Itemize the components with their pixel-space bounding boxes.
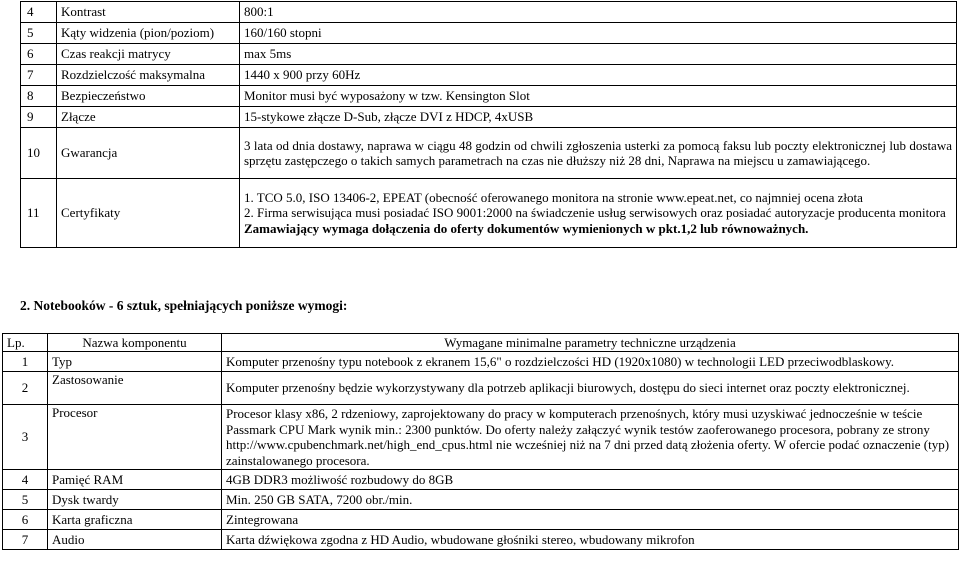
row-parameter-name: Czas reakcji matrycy bbox=[57, 44, 240, 65]
component-parameters: Zintegrowana bbox=[222, 510, 959, 530]
warranty-text: 3 lata od dnia dostawy, naprawa w ciągu 48 godzin od chwili zgłoszenia usterki za pomocą faksu lub poczty elektronicznej lub dostawa sprzętu zastępczego o takich samych parametrach na czas nie dłuższy niż 28 dni, Naprawa na miejscu u zamawiającego. bbox=[240, 128, 957, 179]
component-name: Typ bbox=[48, 352, 222, 372]
table-row bbox=[21, 2, 957, 23]
table-row bbox=[21, 86, 957, 107]
component-name: Karta graficzna bbox=[48, 510, 222, 530]
row-number: 7 bbox=[3, 530, 48, 550]
row-parameter-name: Kąty widzenia (pion/poziom) bbox=[57, 23, 240, 44]
row-number: 7 bbox=[21, 65, 57, 86]
certificate-requirement-note: Zamawiający wymaga dołączenia do oferty dokumentów wymienionych w pkt.1,2 lub równoważnych. bbox=[244, 220, 809, 236]
header-component-name: Nazwa komponentu bbox=[48, 334, 222, 352]
row-number: 4 bbox=[21, 2, 57, 23]
row-number: 8 bbox=[21, 86, 57, 107]
table-row bbox=[21, 23, 957, 44]
notebook-requirements-table bbox=[2, 333, 959, 550]
monitor-spec-table bbox=[20, 1, 957, 248]
table-row bbox=[3, 470, 959, 490]
component-parameters: Min. 250 GB SATA, 7200 obr./min. bbox=[222, 490, 959, 510]
table-row bbox=[21, 107, 957, 128]
component-parameters: Komputer przenośny typu notebook z ekranem 15,6" o rozdzielczości HD (1920x1080) w technologii LED przeciwodblaskowy. bbox=[222, 352, 959, 372]
row-parameter-value: 1440 x 900 przy 60Hz bbox=[240, 65, 957, 86]
row-number: 1 bbox=[3, 352, 48, 372]
component-name: Audio bbox=[48, 530, 222, 550]
row-number: 11 bbox=[21, 179, 57, 248]
row-parameter-value: Monitor musi być wyposażony w tzw. Kensington Slot bbox=[240, 86, 957, 107]
table-header-row bbox=[3, 334, 959, 352]
table-row-warranty bbox=[21, 128, 957, 179]
certificate-line-1: 1. TCO 5.0, ISO 13406-2, EPEAT (obecność oferowanego monitora na stronie www.epeat.net, co najmniej ocena złota bbox=[244, 189, 863, 205]
row-number: 9 bbox=[21, 107, 57, 128]
table-row-certificates bbox=[21, 179, 957, 248]
table-row bbox=[3, 405, 959, 470]
header-parameters: Wymagane minimalne parametry techniczne urządzenia bbox=[222, 334, 959, 352]
component-name: Dysk twardy bbox=[48, 490, 222, 510]
row-parameter-name: Rozdzielczość maksymalna bbox=[57, 65, 240, 86]
component-parameters: Procesor klasy x86, 2 rdzeniowy, zaprojektowany do pracy w komputerach przenośnych, który musi uzyskiwać jednocześnie w teście Passmark CPU Mark wynik min.: 2300 punktów. Do oferty należy załączyć wynik testów zaoferowanego procesora, pobrany ze strony http://www.cpubenchmark.net/high_end_cpus.html nie wcześniej niż na 7 dni przed datą złożenia oferty. W ofercie podać oznaczenie (typ) zainstalowanego procesora. bbox=[222, 405, 959, 470]
row-parameter-value: 160/160 stopni bbox=[240, 23, 957, 44]
component-name: Pamięć RAM bbox=[48, 470, 222, 490]
row-parameter-name: Bezpieczeństwo bbox=[57, 86, 240, 107]
header-lp: Lp. bbox=[3, 334, 48, 352]
row-parameter-value: 800:1 bbox=[240, 2, 957, 23]
certificates-cell bbox=[240, 179, 957, 248]
row-number: 3 bbox=[3, 405, 48, 470]
row-number: 4 bbox=[3, 470, 48, 490]
table-row bbox=[3, 490, 959, 510]
component-name: Procesor bbox=[48, 405, 222, 470]
row-number: 6 bbox=[21, 44, 57, 65]
row-number: 2 bbox=[3, 372, 48, 405]
row-number: 6 bbox=[3, 510, 48, 530]
row-number: 5 bbox=[21, 23, 57, 44]
row-parameter-name: Certyfikaty bbox=[57, 179, 240, 248]
component-parameters: 4GB DDR3 możliwość rozbudowy do 8GB bbox=[222, 470, 959, 490]
table-row bbox=[3, 530, 959, 550]
table-row bbox=[3, 510, 959, 530]
table-row bbox=[3, 352, 959, 372]
row-parameter-name: Złącze bbox=[57, 107, 240, 128]
row-parameter-name: Gwarancja bbox=[57, 128, 240, 179]
section-heading: 2. Notebooków - 6 sztuk, spełniających poniższe wymogi: bbox=[20, 298, 348, 313]
row-parameter-value: max 5ms bbox=[240, 44, 957, 65]
component-parameters: Karta dźwiękowa zgodna z HD Audio, wbudowane głośniki stereo, wbudowany mikrofon bbox=[222, 530, 959, 550]
component-parameters: Komputer przenośny będzie wykorzystywany dla potrzeb aplikacji biurowych, dostępu do sieci internet oraz poczty elektronicznej. bbox=[222, 372, 959, 405]
row-number: 10 bbox=[21, 128, 57, 179]
component-name: Zastosowanie bbox=[48, 372, 222, 405]
table-row bbox=[3, 372, 959, 405]
certificate-line-2: 2. Firma serwisująca musi posiadać ISO 9001:2000 na świadczenie usług serwisowych oraz posiadać autoryzacje producenta monitora bbox=[244, 205, 946, 221]
row-number: 5 bbox=[3, 490, 48, 510]
row-parameter-name: Kontrast bbox=[57, 2, 240, 23]
row-parameter-value: 15-stykowe złącze D-Sub, złącze DVI z HDCP, 4xUSB bbox=[240, 107, 957, 128]
table-row bbox=[21, 65, 957, 86]
table-row bbox=[21, 44, 957, 65]
